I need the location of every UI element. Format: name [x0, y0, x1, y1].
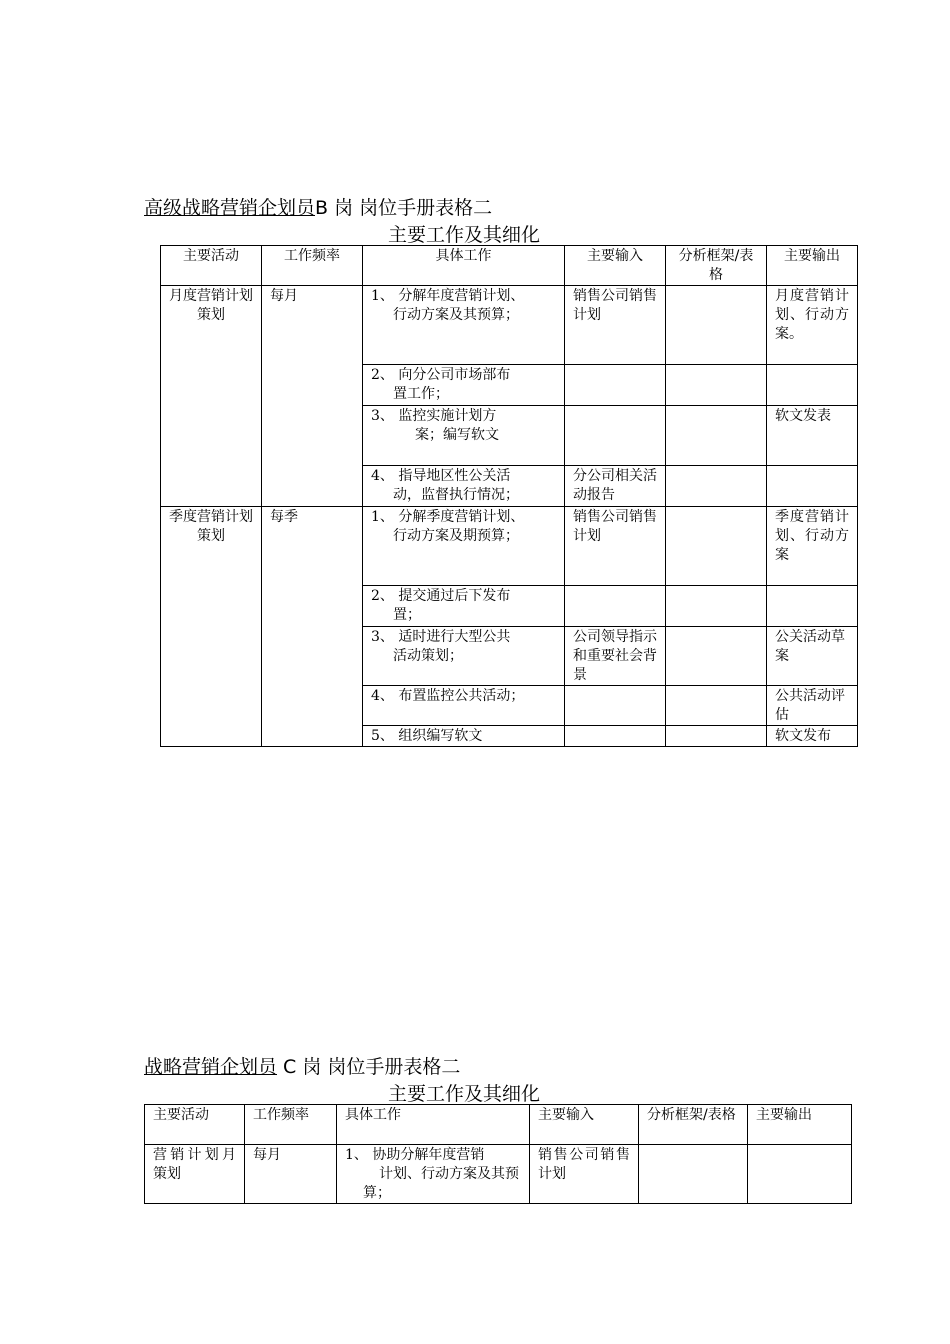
table-header-row	[145, 1105, 852, 1145]
activity-cell: 季度营销计划策划	[161, 507, 262, 747]
output-cell: 公共活动评估	[767, 686, 858, 726]
header-output: 主要输出	[767, 246, 858, 286]
header-work: 具体工作	[337, 1105, 530, 1145]
input-cell: 公司领导指示和重要社会背景	[565, 627, 666, 686]
section-c-title-underlined: 战略营销企划员	[144, 1056, 278, 1078]
table-row	[161, 507, 858, 586]
work-head: 2、 提交通过后下发布	[371, 588, 511, 604]
input-cell: 分公司相关活动报告	[565, 466, 666, 507]
work-tail: 置工作；	[393, 386, 449, 402]
input-cell	[565, 586, 666, 627]
work-cell	[363, 627, 565, 686]
framework-cell	[666, 365, 767, 406]
table-header-row	[161, 246, 858, 286]
output-cell	[767, 466, 858, 507]
header-framework: 分析框架/表格	[639, 1105, 748, 1145]
output-cell: 公关活动草案	[767, 627, 858, 686]
framework-cell	[666, 726, 767, 747]
output-cell: 季度营销计划、行动方案	[767, 507, 858, 586]
framework-cell	[666, 686, 767, 726]
output-cell	[767, 365, 858, 406]
work-head: 4、 指导地区性公关活	[371, 468, 511, 484]
section-c-table	[144, 1104, 852, 1204]
framework-cell	[666, 627, 767, 686]
work-cell: 5、 组织编写软文	[363, 726, 565, 747]
work-tail: 行动方案及其预算；	[393, 307, 519, 323]
frequency-cell: 每季	[262, 507, 363, 747]
work-cell	[363, 286, 565, 365]
output-cell: 月度营销计划、行动方案。	[767, 286, 858, 365]
input-cell	[565, 686, 666, 726]
header-frequency: 工作频率	[245, 1105, 337, 1145]
framework-cell	[666, 466, 767, 507]
table-row	[161, 286, 858, 365]
work-head: 1、 分解年度营销计划、	[371, 288, 525, 304]
frequency-cell: 每月	[245, 1145, 337, 1204]
header-activity: 主要活动	[145, 1105, 245, 1145]
work-head: 1、 分解季度营销计划、	[371, 509, 525, 525]
framework-cell	[639, 1145, 748, 1204]
section-b-table	[160, 245, 858, 747]
section-b-title	[144, 196, 492, 220]
framework-cell	[666, 406, 767, 466]
framework-cell	[666, 507, 767, 586]
output-cell: 软文发布	[767, 726, 858, 747]
header-framework: 分析框架/表格	[666, 246, 767, 286]
input-cell: 销售公司销售计划	[565, 507, 666, 586]
header-input: 主要输入	[530, 1105, 639, 1145]
framework-cell	[666, 586, 767, 627]
work-head: 3、 适时进行大型公共	[371, 629, 511, 645]
work-cell	[363, 406, 565, 466]
input-cell: 销售公司销售计划	[565, 286, 666, 365]
work-tail: 活动策划；	[393, 648, 463, 664]
header-output: 主要输出	[748, 1105, 852, 1145]
work-cell	[337, 1145, 530, 1204]
header-input: 主要输入	[565, 246, 666, 286]
work-cell	[363, 586, 565, 627]
activity-cell: 营销计划月策划	[145, 1145, 245, 1204]
work-tail: 案；编写软文	[415, 427, 499, 443]
output-cell	[748, 1145, 852, 1204]
header-frequency: 工作频率	[262, 246, 363, 286]
frequency-cell: 每月	[262, 286, 363, 507]
work-tail: 置；	[393, 607, 421, 623]
work-tail: 行动方案及期预算；	[393, 528, 519, 544]
activity-cell: 月度营销计划策划	[161, 286, 262, 507]
work-cell: 4、 布置监控公共活动；	[363, 686, 565, 726]
work-cell	[363, 365, 565, 406]
work-cell	[363, 507, 565, 586]
output-cell: 软文发表	[767, 406, 858, 466]
work-tail: 计划、行动方案及其预算；	[363, 1166, 519, 1201]
output-cell	[767, 586, 858, 627]
section-b-subtitle: 主要工作及其细化	[388, 224, 541, 246]
work-head: 3、 监控实施计划方	[371, 408, 497, 424]
input-cell	[565, 406, 666, 466]
section-c-title-rest: C 岗 岗位手册表格二	[277, 1056, 461, 1078]
input-cell	[565, 365, 666, 406]
input-cell	[565, 726, 666, 747]
work-head: 2、 向分公司市场部布	[371, 367, 511, 383]
table-row	[145, 1145, 852, 1204]
work-tail: 动，监督执行情况；	[393, 487, 519, 503]
work-cell	[363, 466, 565, 507]
work-head: 1、 协助分解年度营销	[345, 1147, 485, 1163]
header-work: 具体工作	[363, 246, 565, 286]
input-cell: 销售公司销售计划	[530, 1145, 639, 1204]
framework-cell	[666, 286, 767, 365]
section-c-subtitle: 主要工作及其细化	[388, 1083, 541, 1105]
section-c-title	[144, 1055, 460, 1079]
section-b-title-rest: B 岗 岗位手册表格二	[315, 197, 493, 219]
header-activity: 主要活动	[161, 246, 262, 286]
section-b-title-underlined: 高级战略营销企划员	[144, 197, 316, 219]
